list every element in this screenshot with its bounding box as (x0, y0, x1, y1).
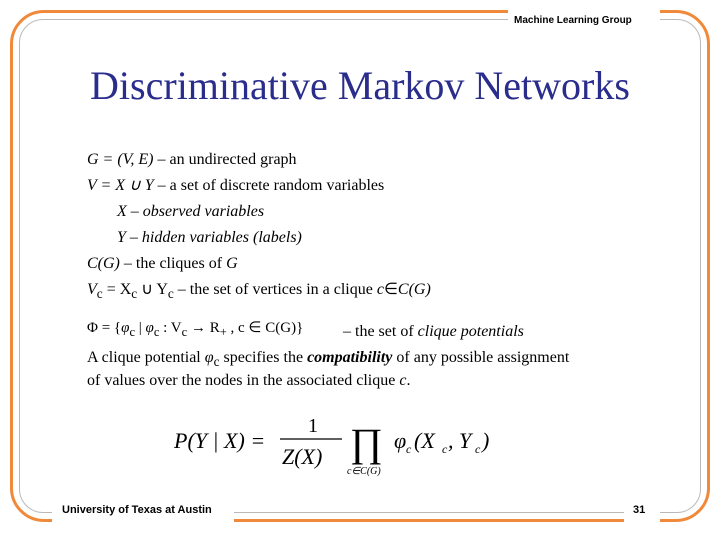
phi-vc-sub: c (181, 325, 188, 339)
footer-organization: University of Texas at Austin (62, 504, 212, 516)
formula-prod-sub: c∈C(G) (347, 466, 381, 477)
vc-c: c (376, 281, 384, 298)
formula-args-mid: , Y (448, 428, 472, 453)
cliques-g: G (226, 255, 238, 272)
phi-close: , c ∈ C(G)} (226, 320, 304, 336)
phi-arrow: → R (187, 320, 220, 336)
vc-cup: ∪ Y (137, 281, 168, 298)
vc-v: V (87, 281, 97, 298)
p1-sub: c (213, 354, 220, 370)
phi-open: Φ = { (87, 320, 122, 336)
footer-page-number: 31 (633, 504, 646, 516)
phi-plus: + (219, 325, 227, 339)
line-phi-desc (343, 323, 524, 341)
formula-prod: ∏ (350, 420, 383, 465)
probability-formula (172, 408, 502, 480)
line-observed (117, 203, 264, 221)
vc-cg: C(G) (397, 281, 431, 298)
phi-bar: | (135, 320, 146, 336)
line-clique-vertices (87, 281, 431, 303)
vc-in: ∈ (383, 281, 398, 298)
header-group-name: Machine Learning Group (514, 15, 632, 26)
phi-c-sub: c (129, 325, 135, 339)
formula-den: Z(X) (282, 444, 323, 469)
formula-yc-sub: c (475, 442, 481, 456)
vars-symbol: V = X ∪ Y (87, 177, 154, 194)
hidden-text: Y – hidden variables (labels) (117, 229, 302, 246)
cliques-symbol: C(G) (87, 255, 120, 272)
cliques-desc: – the cliques of (119, 255, 227, 272)
p2-a: of values over the nodes in the associated clique (87, 372, 400, 389)
phi-colon: : V (159, 320, 182, 336)
phi-c2: φ (145, 320, 154, 336)
vc-desc: – the set of vertices in a clique (173, 281, 377, 298)
p1-c: of any possible assignment (392, 349, 570, 366)
line-hidden (117, 229, 302, 247)
line-cliques (87, 255, 238, 273)
phi-set-formula (87, 318, 303, 342)
p2-end: . (406, 372, 411, 389)
phi-c2-sub: c (153, 325, 160, 339)
line-potential-2 (87, 372, 410, 390)
phi-c: φ (121, 320, 130, 336)
p1-phi: φ (204, 349, 214, 366)
line-vars-def (87, 177, 384, 195)
line-graph-def (87, 151, 297, 169)
phi-desc-a: – the set of (343, 323, 418, 340)
vc-eq: = X (102, 281, 132, 298)
formula-num: 1 (308, 415, 318, 437)
slide-title: Discriminative Markov Networks (90, 63, 630, 108)
formula-args-open: (X (414, 428, 435, 453)
p1-a: A clique potential (87, 349, 205, 366)
yc-sub: c (167, 286, 174, 302)
graph-desc: – an undirected graph (153, 151, 297, 168)
formula-lhs: P(Y | X) = (174, 428, 266, 453)
formula-phi-sub: c (406, 442, 412, 456)
phi-desc-b: clique potentials (417, 323, 524, 340)
xc-sub: c (131, 286, 138, 302)
p2-c: c (399, 372, 407, 389)
formula-phi: φ (394, 428, 407, 453)
formula-args-close: ) (482, 428, 490, 453)
graph-symbol: G = (V, E) (87, 151, 154, 168)
p1-b: specifies the (219, 349, 308, 366)
p1-compat: compatibility (307, 349, 393, 366)
formula-xc-sub: c (442, 442, 448, 456)
line-potential-1 (87, 349, 569, 371)
observed-text: X – observed variables (117, 203, 265, 220)
vars-desc: – a set of discrete random variables (153, 177, 385, 194)
vc-sub: c (96, 286, 103, 302)
